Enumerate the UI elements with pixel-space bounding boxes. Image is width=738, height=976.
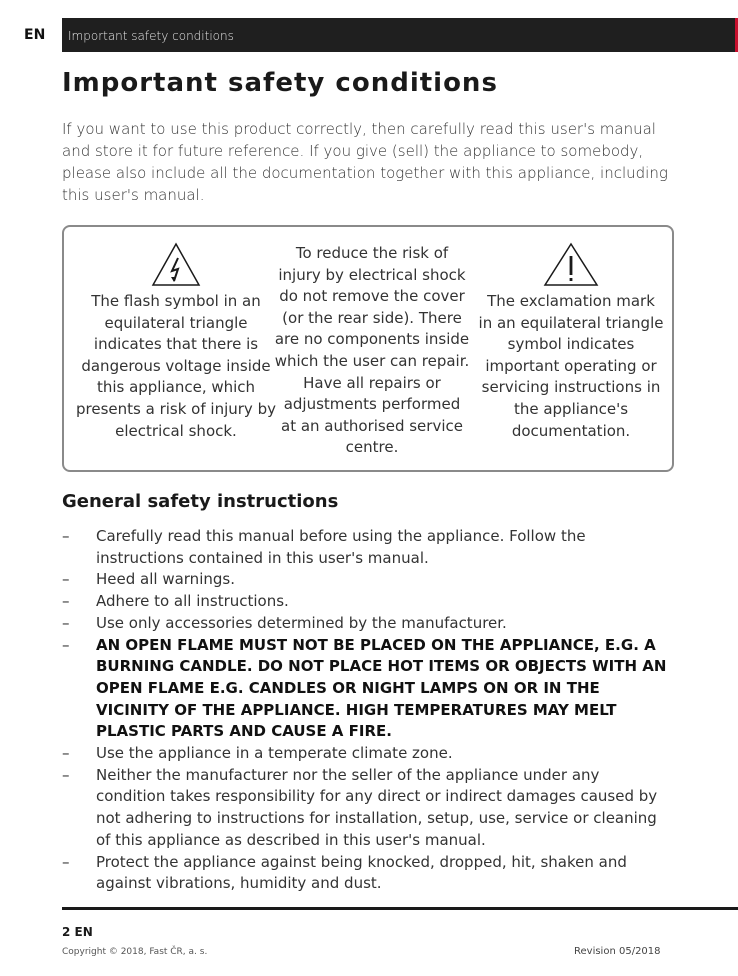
copyright-text: Copyright © 2018, Fast ČR, a. s. — [62, 947, 208, 957]
top-header-bar — [0, 18, 738, 52]
revision-text: Revision 05/2018 — [574, 946, 661, 957]
list-item: – Heed all warnings. — [62, 570, 235, 589]
general-safety-heading: General safety instructions — [62, 491, 339, 512]
section-bar — [62, 18, 738, 52]
flash-symbol-text: The flash symbol in an equilateral triangle indicates that there is dangerous voltage inside this appliance, which presents a risk of injury by electrical shock. — [76, 292, 276, 440]
page-title: Important safety conditions — [62, 68, 498, 98]
section-label: Important safety conditions — [68, 29, 234, 43]
list-item: – Neither the manufacturer nor the seller of the appliance under any condition takes responsibility for any direct or indirect damages caused by not adhering to instructions for installation, setup, use, service or cleaning of this appliance as described in this user's manual. — [62, 765, 658, 849]
footer-divider — [62, 907, 738, 910]
exclamation-symbol-column — [478, 241, 664, 442]
list-item: – Use only accessories determined by the manufacturer. — [62, 613, 507, 632]
cover-warning-text: To reduce the risk of injury by electrical shock do not remove the cover (or the rear side). There are no components inside which the user can repair. Have all repairs or adjustments performed at an authorised service centre. — [274, 244, 470, 457]
list-item: – Use the appliance in a temperate climate zone. — [62, 744, 453, 763]
safety-instructions-list — [62, 526, 672, 895]
warning-symbols-box — [62, 225, 674, 472]
intro-paragraph: If you want to use this product correctly, then carefully read this user's manual and store it for future reference. If you give (sell) the appliance to somebody, please also include all the documentation together with this appliance, including this user's manual. — [62, 120, 668, 204]
flash-symbol-column — [76, 241, 276, 442]
language-tag: EN — [0, 18, 56, 52]
exclamation-symbol-text: The exclamation mark in an equilateral triangle symbol indicates important operating or servicing instructions in the appliance's documentation. — [478, 292, 664, 440]
list-item: – Adhere to all instructions. — [62, 592, 289, 611]
list-item: – Protect the appliance against being knocked, dropped, hit, shaken and against vibrations, humidity and dust. — [62, 852, 627, 893]
exclamation-warning-icon — [543, 241, 599, 287]
page-number: 2 EN — [62, 925, 93, 939]
list-item: – Carefully read this manual before using the appliance. Follow the instructions contained in this user's manual. — [62, 527, 586, 567]
open-flame-warning-item: – AN OPEN FLAME MUST NOT BE PLACED ON THE APPLIANCE, E.G. A BURNING CANDLE. DO NOT PLACE HOT ITEMS OR OBJECTS WITH AN OPEN FLAME E.G. CANDLES OR NIGHT LAMPS ON OR IN THE VICINITY OF THE APPLIANCE. HIGH TEMPERATURES MAY MELT PLASTIC PARTS AND CAUSE A FIRE. — [62, 635, 667, 741]
electric-shock-warning-icon — [151, 241, 201, 287]
